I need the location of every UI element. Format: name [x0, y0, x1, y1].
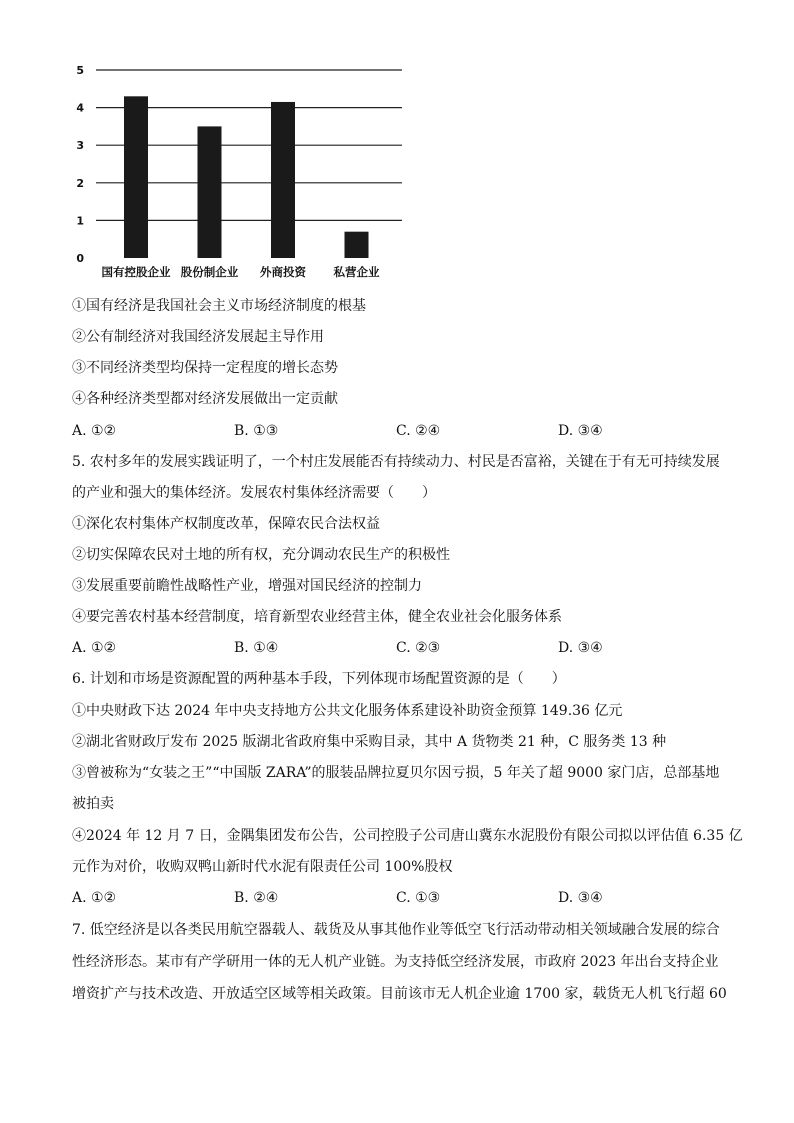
- q6-stem: 6. 计划和市场是资源配置的两种基本手段，下列体现市场配置资源的是（ ）: [72, 671, 566, 687]
- q6-item-4: ④2024 年 12 月 7 日，金隅集团发布公告，公司控股子公司唐山冀东水泥股份有限公司拟以评估值 6.35 亿: [72, 828, 743, 844]
- bars: [124, 96, 369, 258]
- x-category-label: 股份制企业: [180, 265, 239, 279]
- q7-stem-line-3: 增资扩产与技术改造、开放适空区域等相关政策。目前该市无人机企业逾 1700 家，载货无人机飞行超 60: [72, 986, 727, 1002]
- q4-option-d[interactable]: D. ③④: [558, 423, 603, 439]
- y-tick-label: 0: [76, 252, 84, 265]
- q6-item-4-cont: 元作为对价，收购双鸭山新时代水泥有限责任公司 100%股权: [72, 859, 453, 875]
- q6-item-3: ③曾被称为“女装之王”“中国版 ZARA”的服装品牌拉夏贝尔因亏损，5 年关了超 9000 家门店，总部基地: [72, 765, 720, 781]
- q5-item-3: ③发展重要前瞻性战略性产业，增强对国民经济的控制力: [72, 578, 422, 594]
- q5-option-c[interactable]: C. ②③: [396, 640, 441, 656]
- q4-option-c[interactable]: C. ②④: [396, 423, 441, 439]
- q6-option-a[interactable]: A. ①②: [72, 890, 117, 906]
- q6-item-1: ①中央财政下达 2024 年中央支持地方公共文化服务体系建设补助资金预算 149.36 亿元: [72, 703, 623, 719]
- x-axis-categories: [102, 265, 380, 279]
- q4-item-2: ②公有制经济对我国经济发展起主导作用: [72, 329, 324, 345]
- y-tick-label: 2: [76, 176, 84, 190]
- bar-chart: [72, 58, 412, 290]
- q4-item-1: ①国有经济是我国社会主义市场经济制度的根基: [72, 298, 366, 314]
- q5-item-4: ④要完善农村基本经营制度，培育新型农业经营主体，健全农业社会化服务体系: [72, 609, 562, 625]
- q5-option-a[interactable]: A. ①②: [72, 640, 117, 656]
- q5-option-d[interactable]: D. ③④: [558, 640, 603, 656]
- y-axis-ticks: [76, 64, 84, 265]
- bar: [345, 232, 369, 258]
- x-category-label: 国有控股企业: [101, 265, 171, 279]
- q4-item-4: ④各种经济类型都对经济发展做出一定贡献: [72, 391, 338, 407]
- x-category-label: 外商投资: [260, 265, 306, 279]
- q6-option-d[interactable]: D. ③④: [558, 890, 603, 906]
- q5-item-2: ②切实保障农民对土地的所有权，充分调动农民生产的积极性: [72, 547, 450, 563]
- q5-stem-line-1: 5. 农村多年的发展实践证明了，一个村庄发展能否有持续动力、村民是否富裕，关键在于有无可持续发展: [72, 454, 720, 470]
- q5-option-b[interactable]: B. ①④: [234, 640, 279, 656]
- q6-option-c[interactable]: C. ①③: [396, 890, 441, 906]
- y-tick-label: 1: [76, 214, 84, 228]
- q6-item-2: ②湖北省财政厅发布 2025 版湖北省政府集中采购目录，其中 A 货物类 21 种，C 服务类 13 种: [72, 734, 667, 750]
- y-tick-label: 3: [76, 139, 84, 153]
- q5-item-1: ①深化农村集体产权制度改革，保障农民合法权益: [72, 516, 380, 532]
- y-tick-label: 4: [76, 101, 84, 115]
- q7-stem-line-1: 7. 低空经济是以各类民用航空器载人、载货及从事其他作业等低空飞行活动带动相关领域融合发展的综合: [72, 922, 720, 938]
- y-tick-label: 5: [76, 64, 84, 77]
- bar: [124, 96, 148, 258]
- q4-item-3: ③不同经济类型均保持一定程度的增长态势: [72, 360, 338, 376]
- bar: [198, 126, 222, 258]
- q5-stem-line-2: 的产业和强大的集体经济。发展农村集体经济需要（ ）: [72, 485, 436, 501]
- bar: [271, 102, 295, 258]
- x-category-label: 私营企业: [333, 265, 380, 279]
- q4-option-b[interactable]: B. ①③: [234, 423, 279, 439]
- q7-stem-line-2: 性经济形态。某市有产学研用一体的无人机产业链。为支持低空经济发展，市政府 2023 年出台支持企业: [72, 954, 719, 970]
- q6-option-b[interactable]: B. ②④: [234, 890, 279, 906]
- q4-option-a[interactable]: A. ①②: [72, 423, 117, 439]
- q6-item-3-cont: 被拍卖: [72, 796, 114, 812]
